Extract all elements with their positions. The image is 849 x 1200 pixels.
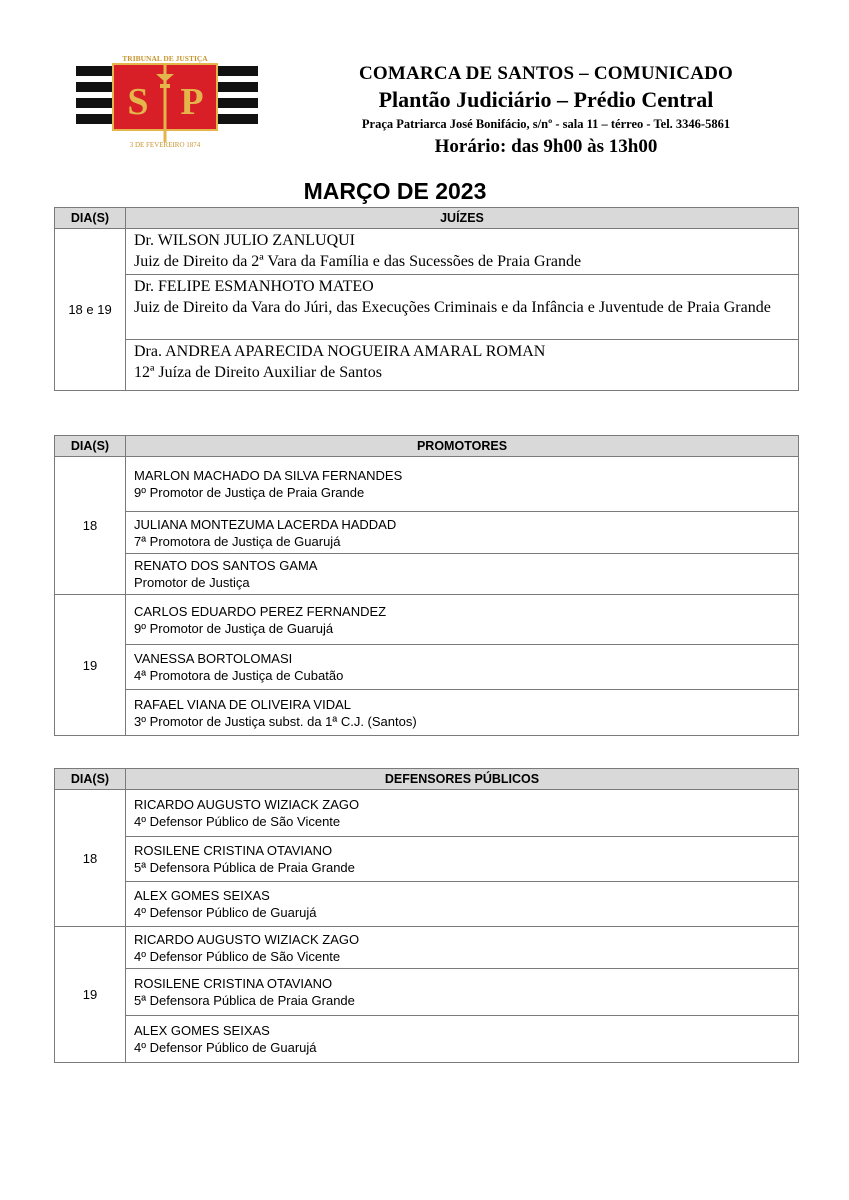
person-role: 9º Promotor de Justiça de Guarujá	[134, 620, 334, 636]
person-cell	[126, 790, 799, 837]
column-header-judges: JUÍZES	[126, 208, 799, 229]
judge-cell	[126, 275, 799, 340]
table-row	[55, 927, 799, 969]
person-role: 9º Promotor de Justiça de Praia Grande	[134, 485, 365, 500]
person-role: 4º Defensor Público de São Vicente	[134, 948, 341, 964]
page-title: MARÇO DE 2023	[303, 178, 487, 204]
person-role: 5ª Defensora Pública de Praia Grande	[134, 993, 355, 1008]
person-cell	[126, 837, 799, 882]
person-role: 7ª Promotora de Justiça de Guarujá	[134, 533, 341, 549]
header-comarca: COMARCA DE SANTOS – COMUNICADO	[358, 63, 734, 84]
person-name: RAFAEL VIANA DE OLIVEIRA VIDAL	[134, 696, 351, 712]
svg-text:TRIBUNAL DE JUSTIÇA: TRIBUNAL DE JUSTIÇA	[122, 54, 208, 63]
table-header	[55, 436, 799, 457]
person-cell	[126, 457, 799, 512]
table-row	[55, 275, 799, 340]
judge-name: Dr. WILSON JULIO ZANLUQUI	[134, 232, 356, 249]
person-cell	[126, 690, 799, 736]
person-role: 4ª Promotora de Justiça de Cubatão	[134, 668, 344, 683]
svg-text:3 DE FEVEREIRO 1874: 3 DE FEVEREIRO 1874	[129, 141, 201, 149]
column-header-defenders: DEFENSORES PÚBLICOS	[126, 769, 799, 790]
person-role: 4º Defensor Público de São Vicente	[134, 814, 341, 829]
table-row	[55, 882, 799, 927]
person-name: MARLON MACHADO DA SILVA FERNANDES	[134, 468, 403, 483]
person-name: ALEX GOMES SEIXAS	[134, 1023, 270, 1038]
table-row	[55, 595, 799, 645]
judge-name: Dr. FELIPE ESMANHOTO MATEO	[134, 278, 374, 295]
person-name: RICARDO AUGUSTO WIZIACK ZAGO	[134, 797, 360, 812]
judges-table	[54, 207, 799, 391]
column-header-prosecutors: PROMOTORES	[126, 436, 799, 457]
column-header-day: DIA(S)	[55, 436, 126, 457]
person-name: ALEX GOMES SEIXAS	[134, 888, 270, 903]
table-row	[55, 340, 799, 391]
table-row	[55, 229, 799, 275]
day-cell: 19	[55, 927, 126, 1063]
header-address: Praça Patriarca José Bonifácio, s/nº - sala 11 – térreo - Tel. 3346-5861	[361, 117, 731, 131]
table-row	[55, 554, 799, 595]
person-cell	[126, 969, 799, 1016]
table-row	[55, 969, 799, 1016]
person-name: RICARDO AUGUSTO WIZIACK ZAGO	[134, 931, 360, 947]
page-header	[296, 62, 796, 159]
person-cell	[126, 554, 799, 595]
judge-cell	[126, 229, 799, 275]
day-cell: 18	[55, 790, 126, 927]
table-row	[55, 790, 799, 837]
person-cell	[126, 512, 799, 554]
judge-role: Juiz de Direito da Vara do Júri, das Execuções Criminais e da Infância e Juventude de Praia Grande	[134, 299, 771, 316]
person-role: Promotor de Justiça	[134, 575, 250, 590]
person-name: JULIANA MONTEZUMA LACERDA HADDAD	[134, 516, 397, 532]
table-header	[55, 769, 799, 790]
person-cell	[126, 645, 799, 690]
person-role: 5ª Defensora Pública de Praia Grande	[134, 860, 355, 875]
person-role: 4º Defensor Público de Guarujá	[134, 1040, 317, 1055]
table-row	[55, 837, 799, 882]
person-name: VANESSA BORTOLOMASI	[134, 651, 293, 666]
public-defenders-table	[54, 768, 799, 1063]
table-row	[55, 1016, 799, 1063]
person-cell	[126, 1016, 799, 1063]
judge-name: Dra. ANDREA APARECIDA NOGUEIRA AMARAL ROMAN	[134, 343, 546, 360]
column-header-day: DIA(S)	[55, 208, 126, 229]
table-row	[55, 645, 799, 690]
table-header	[55, 208, 799, 229]
svg-text:S: S	[127, 81, 149, 123]
day-cell: 18 e 19	[55, 229, 126, 391]
person-cell	[126, 595, 799, 645]
svg-text:P: P	[180, 81, 204, 123]
person-name: ROSILENE CRISTINA OTAVIANO	[134, 976, 333, 991]
column-header-day: DIA(S)	[55, 769, 126, 790]
tjsp-logo	[76, 52, 258, 152]
judge-cell	[126, 340, 799, 391]
table-row	[55, 690, 799, 736]
prosecutors-table	[54, 435, 799, 736]
judge-role: 12ª Juíza de Direito Auxiliar de Santos	[134, 364, 382, 381]
header-hours: Horário: das 9h00 às 13h00	[434, 136, 658, 157]
table-row	[55, 457, 799, 512]
person-cell	[126, 927, 799, 969]
person-name: RENATO DOS SANTOS GAMA	[134, 558, 318, 573]
header-plantao: Plantão Judiciário – Prédio Central	[378, 87, 714, 112]
person-role: 4º Defensor Público de Guarujá	[134, 905, 317, 920]
day-cell: 19	[55, 595, 126, 736]
person-name: CARLOS EDUARDO PEREZ FERNANDEZ	[134, 603, 387, 619]
table-row	[55, 512, 799, 554]
judge-role: Juiz de Direito da 2ª Vara da Família e das Sucessões de Praia Grande	[134, 253, 582, 270]
day-cell: 18	[55, 457, 126, 595]
person-role: 3º Promotor de Justiça subst. da 1ª C.J. (Santos)	[134, 713, 417, 729]
person-name: ROSILENE CRISTINA OTAVIANO	[134, 843, 333, 858]
person-cell	[126, 882, 799, 927]
